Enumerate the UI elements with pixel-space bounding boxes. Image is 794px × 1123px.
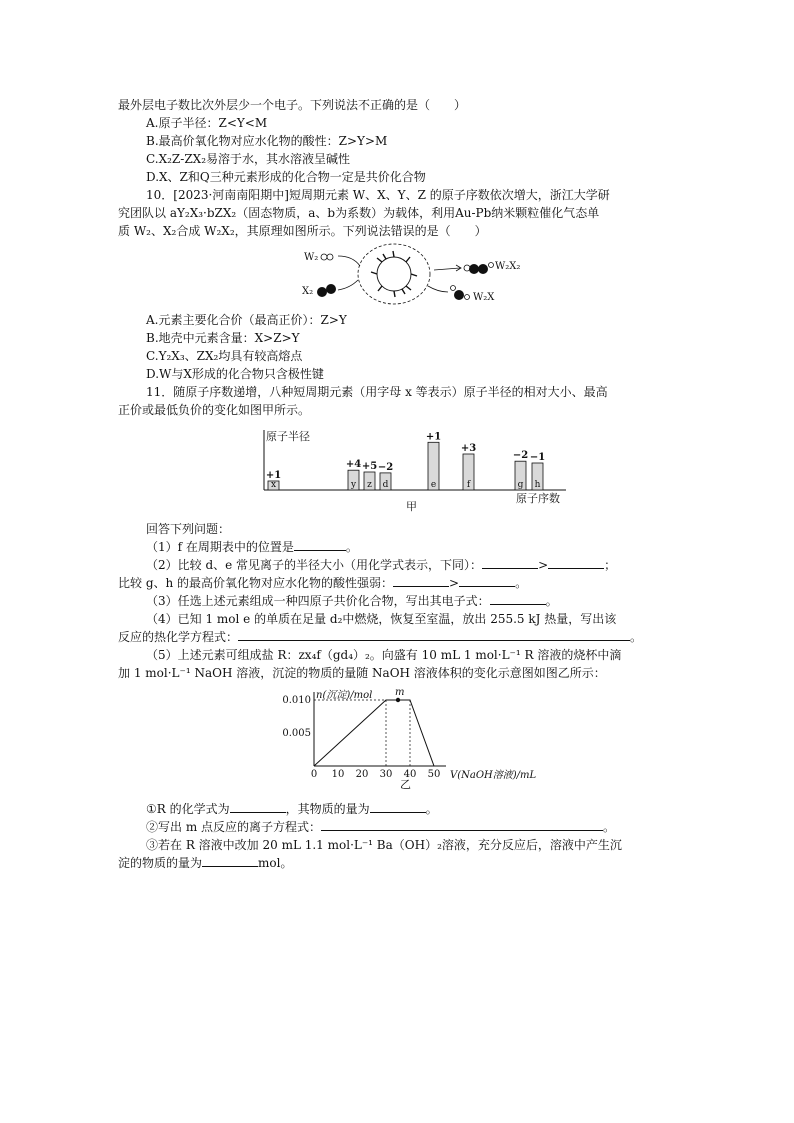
- jia-bar-label-d: d: [382, 480, 389, 490]
- answer-blank-1[interactable]: [294, 538, 346, 551]
- q10-option-d: D.W与X形成的化合物只含极性键: [146, 367, 324, 381]
- jia-valence-g: −2: [512, 450, 529, 462]
- period-3: 。: [545, 594, 558, 608]
- yi-caption: 乙: [400, 778, 411, 791]
- q11-2-line2: [118, 574, 527, 592]
- q11-2-text: （2）比较 d、e 常见离子的半径大小（用化学式表示，下同）：: [146, 558, 483, 572]
- answer-blank-2a[interactable]: [482, 556, 538, 569]
- jia-valence-f: +3: [460, 443, 477, 454]
- q10-stem-line3: 质 W₂、X₂合成 W₂X₂，其原理如图所示。下列说法错误的是（ ）: [118, 224, 487, 238]
- q9-option-b: B.最高价氧化物对应水化物的酸性：Z>Y>M: [146, 134, 388, 148]
- period-6: 。: [603, 820, 616, 834]
- jia-valence-e: +1: [425, 431, 442, 443]
- answer-blank-6[interactable]: [321, 818, 603, 831]
- q10-stem-line2: 究团队以 aY₂X₃·bZX₂（固态物质，a、b为系数）为载体，利用Au-Pb纳米颗粒催化气态单: [118, 206, 600, 220]
- q9-stem-end: 最外层电子数比次外层少一个电子。下列说法不正确的是（ ）: [118, 98, 467, 112]
- q10-option-c: C.Y₂X₃、ZX₂均具有较高熔点: [146, 349, 303, 363]
- jia-bar-label-e: e: [430, 480, 437, 490]
- w2-label: W₂: [304, 252, 319, 263]
- q11-3: [146, 592, 558, 610]
- q11-1-text: （1）f 在周期表中的位置是: [146, 540, 294, 554]
- q10-option-a: A.元素主要化合价（最高正价）：Z>Y: [146, 313, 347, 327]
- q11-4-line2: [118, 628, 642, 646]
- answer-blank-2d[interactable]: [459, 574, 515, 587]
- q11-stem-line2: 正价或最低负价的变化如图甲所示。: [118, 403, 311, 417]
- gt-sign-2: >: [449, 576, 460, 590]
- chart-jia: [258, 426, 578, 516]
- q11-3-text: （3）任选上述元素组成一种四原子共价化合物，写出其电子式：: [146, 594, 490, 608]
- q10-option-b: B.地壳中元素含量：X>Z>Y: [146, 331, 300, 345]
- jia-bar-label-f: f: [466, 480, 471, 490]
- q11-prompt: 回答下列问题：: [146, 522, 231, 536]
- sub-q3-line1: ③若在 R 溶液中改加 20 mL 1.1 mol·L⁻¹ Ba（OH）₂溶液，充分反应后，溶液中产生沉: [146, 838, 622, 852]
- sub-q3-unit: mol。: [258, 856, 293, 870]
- jia-valence-x: +1: [265, 470, 282, 481]
- semicolon-1: ；: [604, 558, 617, 572]
- q11-2: [146, 556, 616, 574]
- period-4: 。: [630, 630, 643, 644]
- q9-option-d: D.X、Z和Q三种元素形成的化合物一定是共价化合物: [146, 170, 426, 184]
- yi-point-m: [396, 698, 400, 702]
- sub-q1: [146, 800, 438, 818]
- q11-5-line1: （5）上述元素可组成盐 R：zx₄f（gd₄）₂。向盛有 10 mL 1 mol·L⁻¹ R 溶液的烧杯中滴: [146, 648, 622, 662]
- yi-xtick-20: 20: [355, 769, 369, 780]
- yi-xtick-40: 40: [403, 769, 417, 780]
- q11-2b-text: 比较 g、h 的最高价氧化物对应水化物的酸性强弱：: [118, 576, 394, 590]
- yi-xtick-10: 10: [331, 769, 345, 780]
- period-5: 。: [425, 802, 438, 816]
- sub-q1-text-b: ，其物质的量为: [285, 802, 370, 816]
- jia-x-label: 原子序数: [516, 492, 560, 505]
- sub-q1-text-a: ①R 的化学式为: [146, 802, 230, 816]
- yi-y-label: n(沉淀)/mol: [316, 690, 373, 701]
- period-2: 。: [515, 576, 528, 590]
- yi-xtick-0: 0: [310, 769, 318, 780]
- x2-label: X₂: [302, 286, 314, 297]
- q9-option-a: A.原子半径：Z<Y<M: [146, 116, 268, 130]
- jia-bar-label-h: h: [534, 480, 541, 490]
- w2x-label: W₂X: [473, 292, 495, 303]
- jia-valence-h: −1: [529, 452, 546, 463]
- jia-y-label: 原子半径: [266, 430, 310, 443]
- jia-valence-z: +5: [361, 461, 378, 472]
- q10-stem-line1: 10．[2023·河南南阳期中]短周期元素 W、X、Y、Z 的原子序数依次增大，浙江大学研: [146, 188, 610, 202]
- q11-5-line2: 加 1 mol·L⁻¹ NaOH 溶液，沉淀的物质的量随 NaOH 溶液体积的变化示意图如图乙所示：: [118, 666, 606, 680]
- answer-blank-5b[interactable]: [370, 800, 426, 813]
- period-1: 。: [345, 540, 358, 554]
- q11-4-line1: （4）已知 1 mol e 的单质在足量 d₂中燃烧，恢复至室温，放出 255.5 kJ 热量，写出该: [146, 612, 617, 626]
- sub-q3-line2: [118, 854, 292, 872]
- yi-point-label: m: [395, 687, 405, 698]
- q11-stem-line1: 11．随原子序数递增，八种短周期元素（用字母 x 等表示）原子半径的相对大小、最高: [146, 385, 608, 399]
- jia-bar-label-y: y: [350, 480, 357, 490]
- answer-blank-2c[interactable]: [393, 574, 449, 587]
- sub-q3-text: 淀的物质的量为: [118, 856, 203, 870]
- yi-x-label: V(NaOH溶液)/mL: [450, 770, 537, 781]
- yi-ytick-0.010: 0.010: [282, 695, 311, 706]
- answer-blank-4[interactable]: [238, 628, 630, 641]
- jia-bar-label-x: x: [270, 480, 277, 490]
- yi-ytick-0.005: 0.005: [282, 728, 311, 739]
- answer-blank-2b[interactable]: [548, 556, 604, 569]
- yi-xtick-30: 30: [379, 769, 393, 780]
- yi-xtick-50: 50: [427, 769, 441, 780]
- answer-blank-7[interactable]: [202, 854, 258, 867]
- chart-yi: [282, 686, 546, 791]
- jia-caption: 甲: [406, 500, 417, 513]
- gt-sign-1: >: [538, 558, 549, 572]
- w2x2-label: W₂X₂: [495, 261, 521, 272]
- jia-bar-label-g: g: [517, 480, 524, 490]
- yi-series-line: [314, 700, 434, 766]
- answer-blank-3[interactable]: [490, 592, 546, 605]
- reaction-diagram: [298, 242, 558, 314]
- q11-4b-text: 反应的热化学方程式：: [118, 630, 239, 644]
- sub-q2-text: ②写出 m 点反应的离子方程式：: [146, 820, 322, 834]
- jia-bar-label-z: z: [367, 480, 372, 490]
- jia-valence-y: +4: [345, 459, 362, 471]
- jia-valence-d: −2: [377, 461, 394, 473]
- answer-blank-5a[interactable]: [230, 800, 286, 813]
- q9-option-c: C.X₂Z-ZX₂易溶于水，其水溶液呈碱性: [146, 152, 351, 166]
- q11-1: [146, 538, 358, 556]
- sub-q2: [146, 818, 615, 836]
